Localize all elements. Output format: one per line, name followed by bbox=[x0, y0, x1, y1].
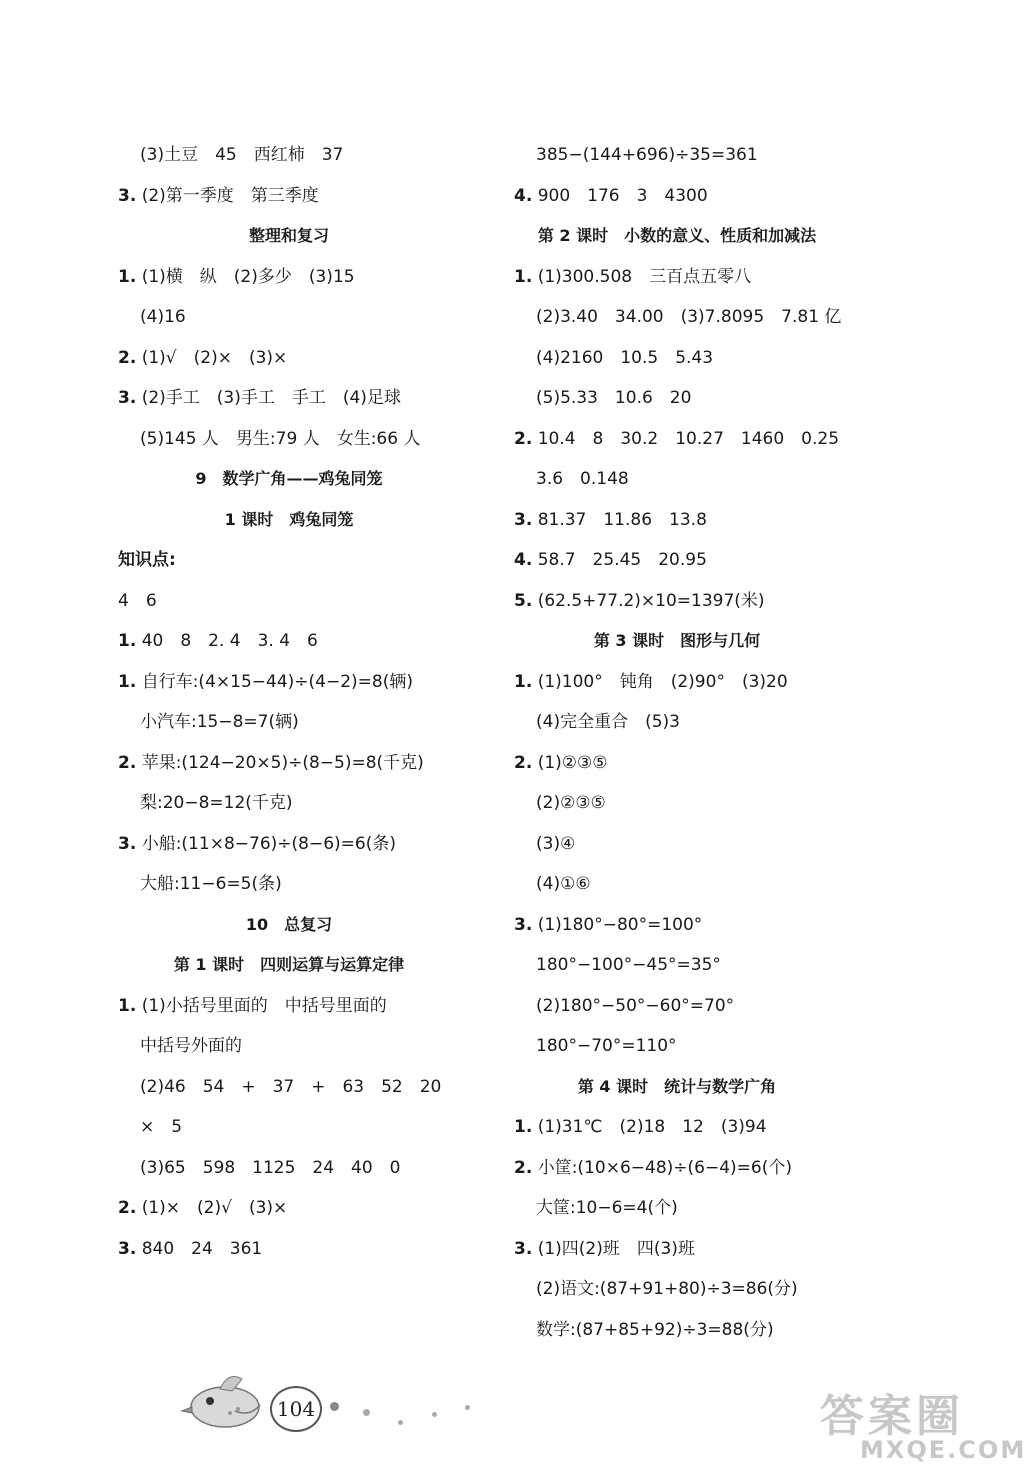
answer-text: (1)100° 钝角 (2)90° (3)20 bbox=[537, 671, 788, 692]
answer-line bbox=[140, 1117, 182, 1137]
answer-line bbox=[514, 753, 608, 773]
answer-text: (1)小括号里面的 中括号里面的 bbox=[141, 995, 387, 1016]
answer-line bbox=[514, 429, 839, 449]
question-number: 2. bbox=[514, 1157, 533, 1178]
answer-line bbox=[536, 834, 575, 854]
answer-line bbox=[536, 1198, 678, 1218]
answer-text: (2)②③⑤ bbox=[536, 793, 606, 813]
answer-text: 385−(144+696)÷35=361 bbox=[536, 145, 758, 165]
question-number: 2. bbox=[514, 428, 533, 449]
answer-text: (3)土豆 45 西红柿 37 bbox=[140, 145, 344, 165]
answer-line bbox=[536, 145, 758, 165]
answer-line bbox=[536, 1320, 774, 1340]
answer-line bbox=[140, 145, 343, 165]
answer-line bbox=[118, 672, 413, 692]
question-number: 4. bbox=[514, 185, 533, 206]
answer-line bbox=[140, 1158, 401, 1178]
question-number: 1. bbox=[118, 995, 137, 1016]
answer-line bbox=[536, 307, 841, 327]
answer-text: (62.5+77.2)×10=1397(米) bbox=[537, 590, 765, 611]
answer-text: (4)16 bbox=[140, 307, 186, 327]
question-number: 3. bbox=[514, 914, 533, 935]
question-number: 1. bbox=[514, 1117, 533, 1137]
footer-dot bbox=[465, 1405, 470, 1410]
answer-text: 知识点: bbox=[118, 550, 176, 570]
answer-line bbox=[118, 267, 355, 287]
footer-dot bbox=[432, 1412, 437, 1417]
answer-text: 小筐:(10×6−48)÷(6−4)=6(个) bbox=[537, 1157, 792, 1178]
answer-text: (2)语文:(87+91+80)÷3=86(分) bbox=[536, 1279, 798, 1299]
bird-icon bbox=[180, 1365, 270, 1435]
answer-text: 840 24 361 bbox=[141, 1238, 263, 1259]
answer-text: (2)手工 (3)手工 手工 (4)足球 bbox=[141, 388, 401, 408]
answer-text: 数学:(87+85+92)÷3=88(分) bbox=[536, 1319, 774, 1340]
answer-line bbox=[536, 996, 734, 1016]
answer-text: (1)180°−80°=100° bbox=[537, 914, 703, 935]
question-number: 3. bbox=[514, 1238, 533, 1259]
answer-text: (5)5.33 10.6 20 bbox=[536, 388, 692, 408]
section-heading: 整理和复习 bbox=[248, 226, 329, 245]
answer-line bbox=[140, 1036, 242, 1056]
question-number: 1. bbox=[118, 631, 137, 651]
answer-text: 40 8 2. 4 3. 4 6 bbox=[141, 631, 318, 651]
answer-text: 大筐:10−6=4(个) bbox=[536, 1198, 678, 1218]
answer-line bbox=[118, 1198, 287, 1218]
answer-text: 3.6 0.148 bbox=[536, 469, 629, 489]
answer-line bbox=[140, 429, 420, 449]
answer-text: × 5 bbox=[140, 1117, 183, 1137]
question-number: 3. bbox=[118, 1238, 137, 1259]
answer-line bbox=[514, 186, 708, 206]
page-number: 104 bbox=[270, 1386, 322, 1432]
footer-decoration bbox=[180, 1365, 510, 1435]
answer-line bbox=[140, 1077, 441, 1097]
answer-line bbox=[536, 1279, 798, 1299]
question-number: 2. bbox=[118, 1198, 137, 1218]
answer-line bbox=[514, 267, 751, 287]
answer-line bbox=[514, 1158, 792, 1178]
answer-text: (1)31℃ (2)18 12 (3)94 bbox=[537, 1117, 767, 1137]
answer-line bbox=[536, 955, 721, 975]
answer-line bbox=[536, 874, 591, 894]
answer-line bbox=[514, 1239, 695, 1259]
answer-text: 小船:(11×8−76)÷(8−6)=6(条) bbox=[141, 833, 396, 854]
answer-text: 4 6 bbox=[118, 590, 157, 611]
answer-text: (1)300.508 三百点五零八 bbox=[537, 266, 752, 287]
answer-line bbox=[118, 186, 319, 206]
question-number: 3. bbox=[514, 509, 533, 530]
answer-text: 58.7 25.45 20.95 bbox=[537, 550, 707, 570]
answer-text: 苹果:(124−20×5)÷(8−5)=8(千克) bbox=[141, 752, 424, 773]
question-number: 1. bbox=[514, 266, 533, 287]
question-number: 2. bbox=[118, 752, 137, 773]
answer-text: 180°−100°−45°=35° bbox=[536, 955, 721, 975]
answer-line bbox=[118, 834, 396, 854]
answer-text: 10.4 8 30.2 10.27 1460 0.25 bbox=[537, 428, 840, 449]
answer-line bbox=[536, 388, 691, 408]
section-heading: 第 3 课时 图形与几何 bbox=[593, 631, 761, 650]
watermark-url: MXQE.COM bbox=[860, 1436, 1026, 1464]
answer-line bbox=[140, 307, 186, 327]
question-number: 3. bbox=[118, 185, 137, 206]
answer-text: 大船:11−6=5(条) bbox=[140, 874, 282, 894]
section-heading: 第 1 课时 四则运算与运算定律 bbox=[173, 955, 405, 974]
answer-text: (3)④ bbox=[536, 833, 576, 854]
footer-dot bbox=[398, 1420, 403, 1425]
answer-line bbox=[514, 672, 788, 692]
answer-line bbox=[536, 1036, 677, 1056]
section-heading: 10 总复习 bbox=[245, 914, 333, 934]
answer-text: (1)× (2)√ (3)× bbox=[141, 1198, 288, 1218]
answer-line bbox=[536, 793, 606, 813]
answer-text: 梨:20−8=12(千克) bbox=[140, 793, 293, 813]
footer-dot bbox=[363, 1409, 370, 1416]
answer-text: (2)第一季度 第三季度 bbox=[141, 185, 319, 206]
answer-line bbox=[118, 348, 287, 368]
watermark bbox=[800, 1380, 1026, 1471]
answer-line bbox=[118, 591, 157, 611]
answer-text: (1)四(2)班 四(3)班 bbox=[537, 1238, 695, 1259]
answer-line bbox=[118, 388, 401, 408]
question-number: 3. bbox=[118, 388, 137, 408]
answer-line bbox=[536, 348, 713, 368]
answer-text: 180°−70°=110° bbox=[536, 1036, 677, 1056]
answer-line bbox=[536, 712, 680, 732]
answer-text: 900 176 3 4300 bbox=[537, 185, 708, 206]
answer-text: (4)①⑥ bbox=[536, 874, 591, 894]
answer-text: (4)完全重合 (5)3 bbox=[536, 712, 680, 732]
answer-line bbox=[140, 874, 282, 894]
answer-line bbox=[514, 510, 707, 530]
answer-text: (2)3.40 34.00 (3)7.8095 7.81 亿 bbox=[536, 307, 842, 327]
question-number: 1. bbox=[118, 671, 137, 692]
answer-text: (1)②③⑤ bbox=[537, 752, 608, 773]
answer-line bbox=[514, 915, 702, 935]
answer-line bbox=[514, 591, 765, 611]
question-number: 5. bbox=[514, 590, 533, 611]
watermark-brand: 答案圈 bbox=[820, 1391, 964, 1442]
answer-text: 中括号外面的 bbox=[140, 1036, 242, 1056]
answer-line bbox=[118, 1239, 262, 1259]
question-number: 2. bbox=[118, 347, 137, 368]
answer-line bbox=[118, 631, 318, 651]
answer-text: (2)180°−50°−60°=70° bbox=[536, 995, 735, 1016]
answer-line bbox=[118, 996, 387, 1016]
question-number: 4. bbox=[514, 550, 533, 570]
answer-text: 自行车:(4×15−44)÷(4−2)=8(辆) bbox=[141, 671, 413, 692]
section-heading: 第 2 课时 小数的意义、性质和加减法 bbox=[537, 226, 817, 245]
section-heading: 9 数学广角——鸡兔同笼 bbox=[195, 469, 383, 488]
section-heading: 1 课时 鸡兔同笼 bbox=[224, 509, 354, 529]
answer-line bbox=[536, 469, 629, 489]
question-number: 3. bbox=[118, 833, 137, 854]
section-heading: 第 4 课时 统计与数学广角 bbox=[577, 1076, 777, 1096]
question-number: 2. bbox=[514, 752, 533, 773]
answer-text: (2)46 54 + 37 + 63 52 20 bbox=[140, 1076, 442, 1097]
answer-text: (3)65 598 1125 24 40 0 bbox=[140, 1157, 401, 1178]
answer-text: (1)横 纵 (2)多少 (3)15 bbox=[141, 266, 355, 287]
question-number: 1. bbox=[118, 266, 137, 287]
answer-text: (4)2160 10.5 5.43 bbox=[536, 347, 714, 368]
answer-text: (1)√ (2)× (3)× bbox=[141, 347, 288, 368]
answer-line bbox=[514, 550, 707, 570]
answer-text: 小汽车:15−8=7(辆) bbox=[140, 712, 299, 732]
footer-dot bbox=[330, 1402, 339, 1411]
answer-line bbox=[140, 712, 299, 732]
answer-line bbox=[118, 753, 424, 773]
answer-text: (5)145 人 男生:79 人 女生:66 人 bbox=[140, 428, 421, 449]
question-number: 1. bbox=[514, 671, 533, 692]
answer-text: 81.37 11.86 13.8 bbox=[537, 509, 707, 530]
answer-line bbox=[514, 1117, 767, 1137]
answer-line bbox=[140, 793, 293, 813]
answer-line bbox=[118, 550, 176, 570]
